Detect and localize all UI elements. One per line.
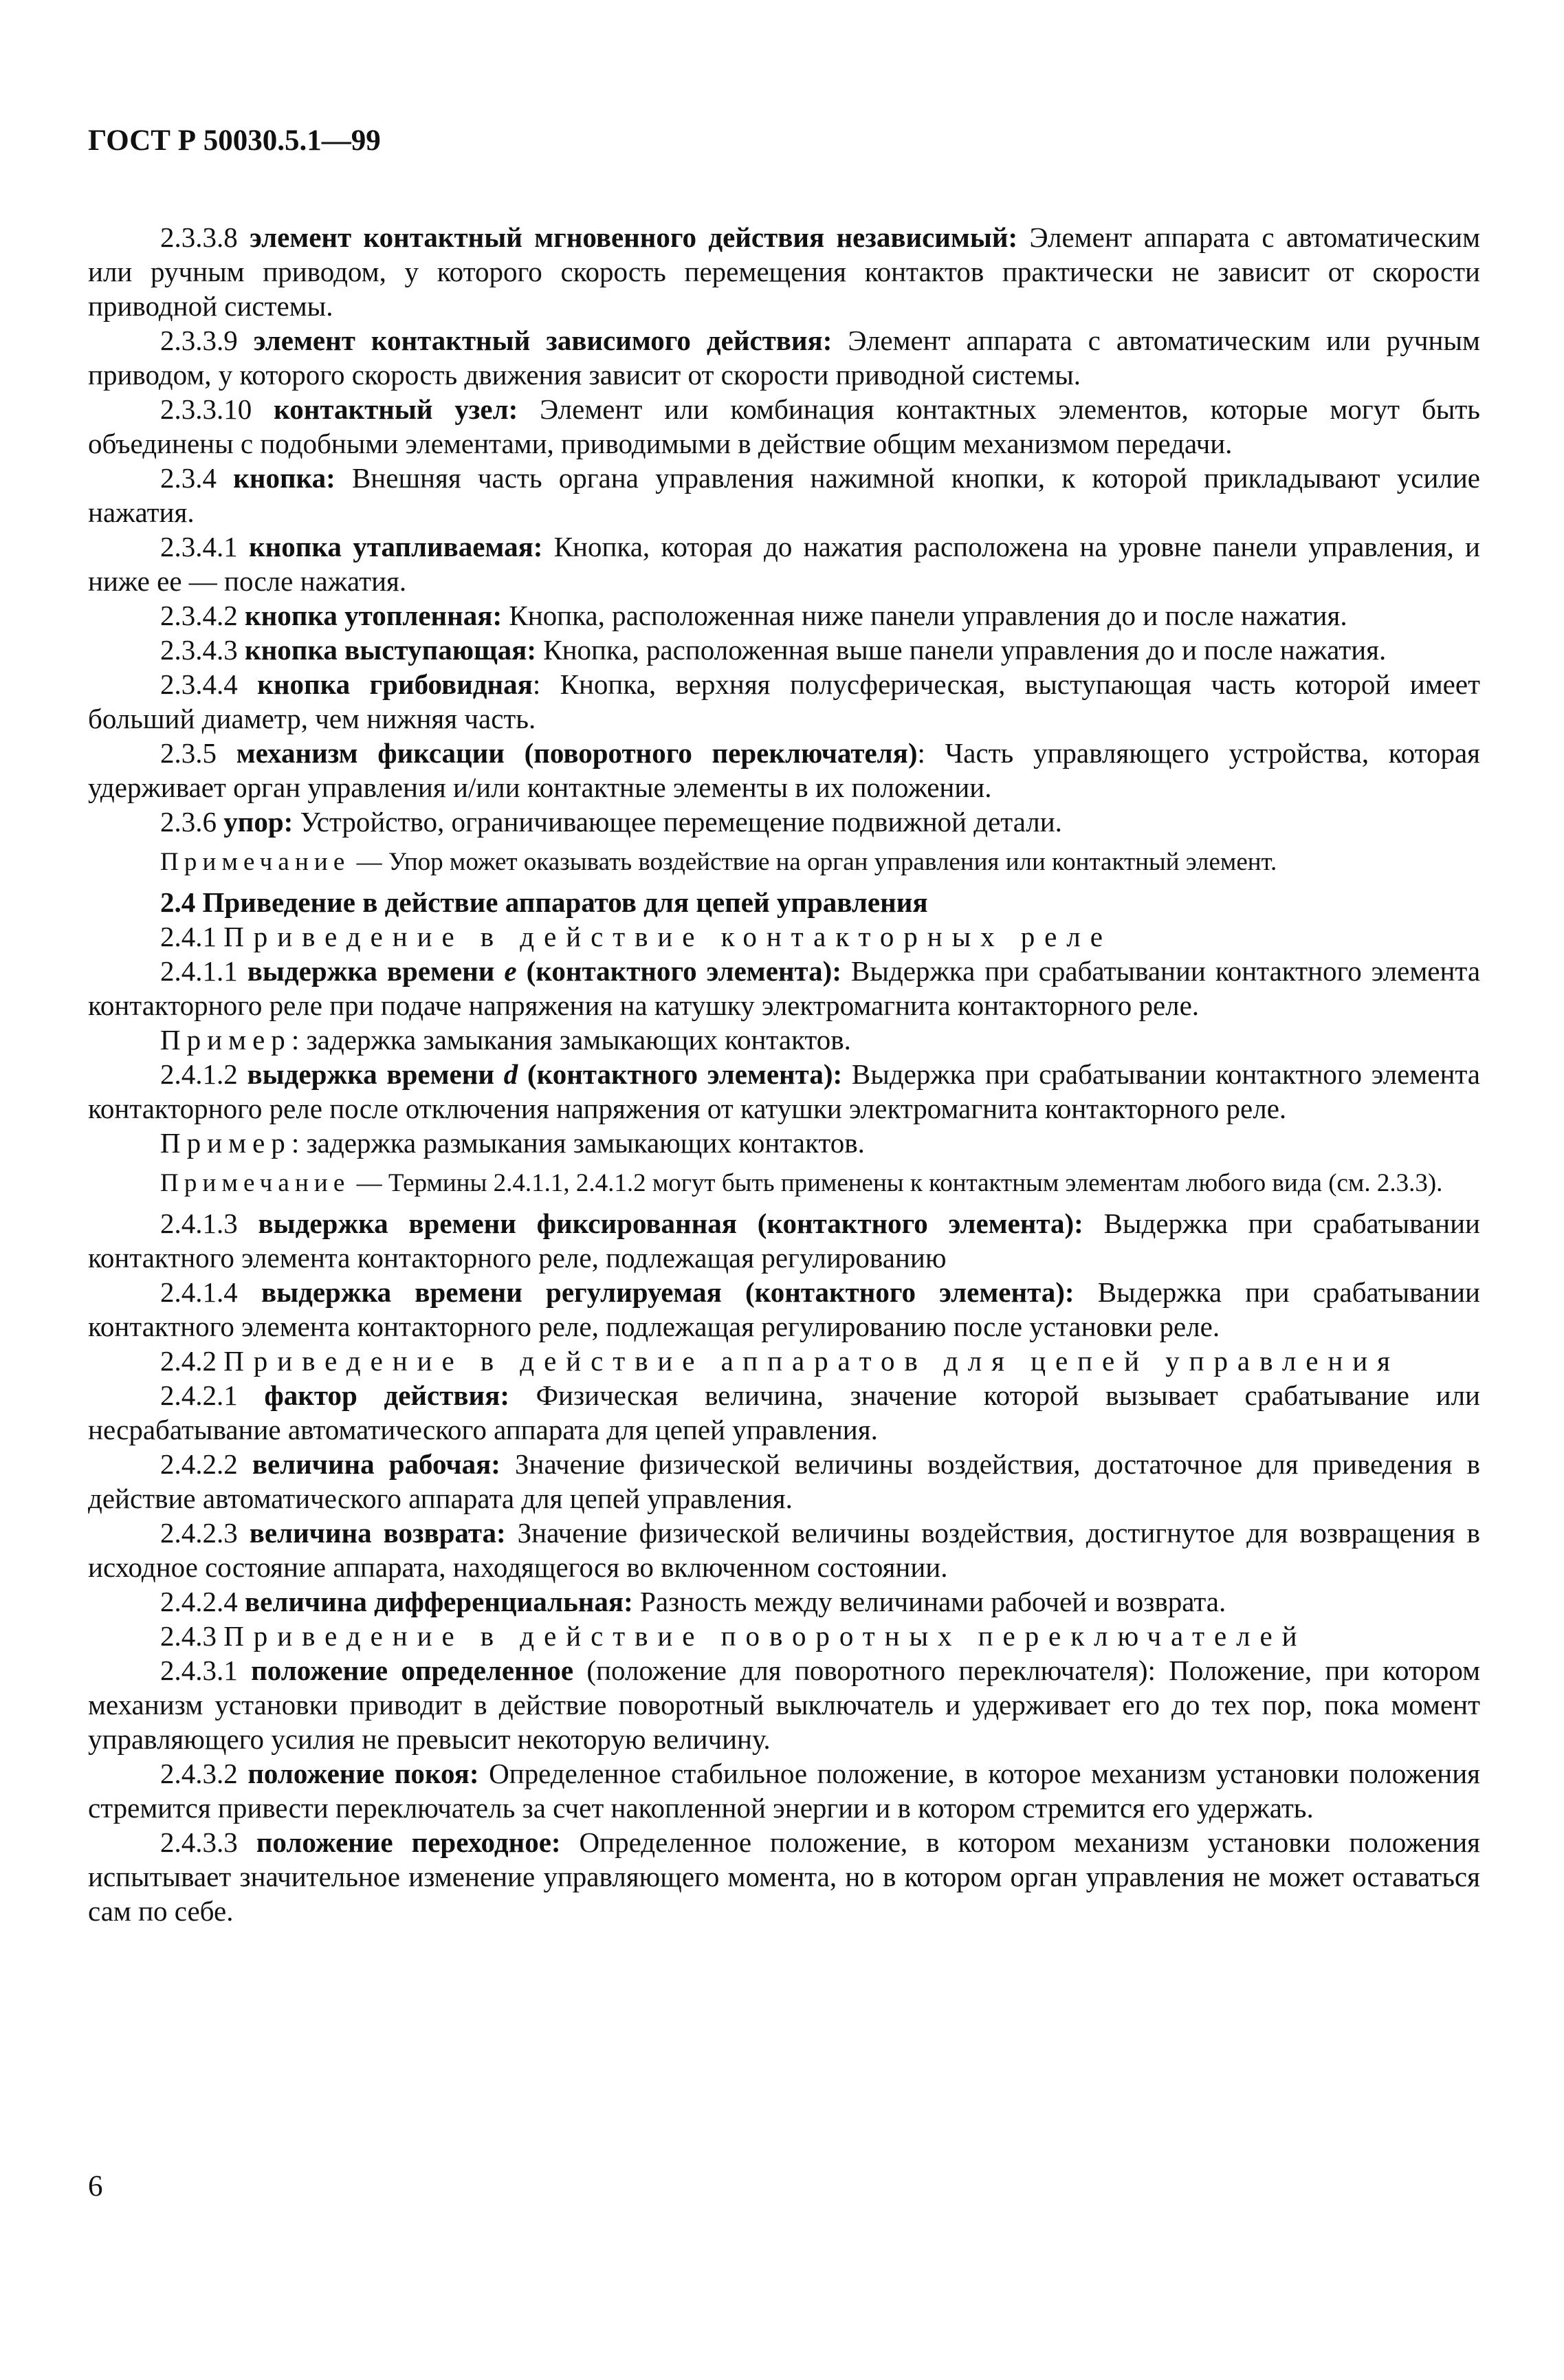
term: контактный узел: <box>274 393 518 425</box>
definition: Определенное положение, в котором механизм установки положения испытывает значительное изменение управляющего момента, но в котором орган управления не может оставаться сам по себе. <box>88 1826 1480 1927</box>
subsection-title: Приведение в действие поворотных переключателей <box>223 1620 1307 1652</box>
clause-number: 2.3.3.9 <box>160 325 254 356</box>
page-number: 6 <box>88 2170 103 2203</box>
definition: Кнопка, расположенная ниже панели управления до и после нажатия. <box>502 600 1347 631</box>
definition: : Часть управляющего устройства, которая удерживает орган управления и/или контактные элементы в их положении. <box>88 737 1480 803</box>
clause-2-3-4 <box>88 461 1480 530</box>
clause-number: 2.3.6 <box>160 806 224 838</box>
clause-number: 2.3.5 <box>160 737 236 769</box>
clause-2-4-3-2 <box>88 1756 1480 1825</box>
clause-number: 2.4.2.3 <box>160 1517 250 1549</box>
definition: Кнопка, расположенная выше панели управления до и после нажатия. <box>536 634 1387 666</box>
definition: Элемент аппарата с автоматическим или ручным приводом, у которого скорость перемещения контактов практически не зависит от скорости приводной системы. <box>88 221 1481 322</box>
term: кнопка утапливаемая: <box>249 531 543 563</box>
term: кнопка выступающая: <box>245 634 536 666</box>
clause-2-3-4-2 <box>88 598 1480 633</box>
clause-number: 2.4.1.2 <box>160 1058 247 1090</box>
clause-number: 2.4.2.1 <box>160 1379 265 1411</box>
clause-2-4-3-3 <box>88 1825 1480 1928</box>
definition: Разность между величинами рабочей и возврата. <box>632 1586 1226 1617</box>
term: элемент контактный мгновенного действия независимый: <box>250 221 1018 253</box>
clause-number: 2.3.4.3 <box>160 634 245 666</box>
definition: Устройство, ограничивающее перемещение подвижной детали. <box>293 806 1062 838</box>
example-2 <box>88 1126 1480 1160</box>
term: фактор действия: <box>264 1379 509 1411</box>
term-variable: e <box>504 955 517 987</box>
clause-number: 2.4.2.2 <box>160 1448 252 1480</box>
clause-number: 2.3.3.10 <box>160 393 274 425</box>
clause-2-3-3-10 <box>88 392 1480 461</box>
term <box>247 1058 843 1090</box>
clause-number: 2.3.3.8 <box>160 221 250 253</box>
clause-2-3-6 <box>88 805 1480 839</box>
subsection-number: 2.4.3 <box>160 1620 224 1652</box>
clause-2-4-1-1 <box>88 954 1480 1023</box>
term: кнопка грибовидная <box>257 668 533 700</box>
subsection-2-4-2-heading <box>88 1344 1480 1378</box>
clause-number: 2.4.3.1 <box>160 1655 252 1686</box>
definition: Значение физической величины воздействия, достаточное для приведения в действие автоматического аппарата для цепей управления. <box>88 1448 1480 1514</box>
term: выдержка времени регулируемая (контактного элемента): <box>261 1276 1075 1308</box>
note-stop <box>88 846 1480 878</box>
example-1 <box>88 1023 1480 1057</box>
term: элемент контактный зависимого действия: <box>253 325 833 356</box>
term: величина дифференциальная: <box>245 1586 633 1617</box>
document-body <box>88 220 1480 1928</box>
term: положение определенное <box>251 1655 574 1686</box>
clause-2-3-3-8 <box>88 220 1480 323</box>
term: положение покоя: <box>247 1758 479 1789</box>
subsection-title: Приведение в действие контакторных реле <box>223 921 1112 952</box>
section-2-4-heading: 2.4 Приведение в действие аппаратов для цепей управления <box>160 886 928 918</box>
definition: Выдержка при срабатывании контактного элемента контакторного реле, подлежащая регулированию <box>88 1208 1480 1274</box>
clause-number: 2.4.1.4 <box>160 1276 261 1308</box>
clause-2-4-1-3 <box>88 1206 1480 1275</box>
definition: Значение физической величины воздействия, достигнутое для возвращения в исходное состояние аппарата, находящегося во включенном состоянии. <box>88 1517 1481 1583</box>
clause-number: 2.4.3.3 <box>160 1826 256 1858</box>
term <box>247 955 841 987</box>
definition: Элемент аппарата с автоматическим или ручным приводом, у которого скорость движения зависит от скорости приводной системы. <box>88 325 1480 391</box>
subsection-2-4-3-heading <box>88 1619 1480 1653</box>
term: кнопка утопленная: <box>245 600 503 631</box>
term-part: выдержка времени <box>247 955 505 987</box>
term: кнопка: <box>233 462 335 494</box>
definition: Выдержка при срабатывании контактного элемента контакторного реле после отключения напряжения от катушки электромагнита контакторного реле. <box>88 1058 1480 1124</box>
example-text: : задержка размыкания замыкающих контактов. <box>291 1127 865 1159</box>
note-text: — Термины 2.4.1.1, 2.4.1.2 могут быть применены к контактным элементам любого вида (см. 2.3.3). <box>350 1169 1443 1197</box>
term: величина рабочая: <box>252 1448 500 1480</box>
definition: Физическая величина, значение которой вызывает срабатывание или несрабатывание автоматического аппарата для цепей управления. <box>88 1379 1480 1445</box>
clause-number: 2.3.4 <box>160 462 234 494</box>
term: упор: <box>223 806 294 838</box>
definition: Внешняя часть органа управления нажимной кнопки, к которой прикладывают усилие нажатия. <box>88 462 1481 528</box>
clause-2-3-3-9 <box>88 323 1480 392</box>
definition: Определенное стабильное положение, в которое механизм установки положения стремится привести переключатель за счет накопленной энергии и в котором стремится его удержать. <box>88 1758 1481 1824</box>
clause-2-3-5 <box>88 736 1480 805</box>
clause-number: 2.3.4.4 <box>160 668 258 700</box>
definition: Выдержка при срабатывании контактного элемента контакторного реле при подаче напряжения на катушку электромагнита контакторного реле. <box>88 955 1481 1021</box>
definition: Элемент или комбинация контактных элементов, которые могут быть объединены с подобными элементами, приводимыми в действие общим механизмом передачи. <box>88 393 1480 459</box>
term: механизм фиксации (поворотного переключателя) <box>236 737 918 769</box>
clause-number: 2.3.4.2 <box>160 600 245 631</box>
example-label: Пример <box>160 1024 291 1056</box>
clause-number: 2.4.1.3 <box>160 1208 258 1239</box>
definition: Кнопка, которая до нажатия расположена на уровне панели управления, и ниже ее — после нажатия. <box>88 531 1480 597</box>
page-header: ГОСТ Р 50030.5.1—99 <box>88 124 381 157</box>
clause-2-4-1-4 <box>88 1275 1480 1344</box>
clause-number: 2.4.1.1 <box>160 955 247 987</box>
note-label: Примечание <box>160 1169 351 1197</box>
definition: (положение для поворотного переключателя): Положение, при котором механизм установки приводит в действие поворотный выключатель и удерживает его до тех пор, пока момент управляющего усилия не превысит некоторую величину. <box>88 1655 1481 1755</box>
clause-2-4-2-2 <box>88 1447 1480 1516</box>
clause-2-4-1-2 <box>88 1057 1480 1126</box>
clause-2-3-4-1 <box>88 530 1480 598</box>
subsection-number: 2.4.1 <box>160 921 224 952</box>
subsection-2-4-1-heading <box>88 919 1480 954</box>
clause-2-3-4-3 <box>88 633 1480 667</box>
clause-2-4-2-4 <box>88 1584 1480 1619</box>
clause-number: 2.4.2.4 <box>160 1586 245 1617</box>
note-text: — Упор может оказывать воздействие на орган управления или контактный элемент. <box>350 848 1277 876</box>
example-label: Пример <box>160 1127 291 1159</box>
term-part: (контактного элемента): <box>516 955 841 987</box>
note-terms <box>88 1167 1480 1199</box>
term-part: (контактного элемента): <box>518 1058 843 1090</box>
term: величина возврата: <box>249 1517 506 1549</box>
clause-number: 2.3.4.1 <box>160 531 250 563</box>
example-text: : задержка замыкания замыкающих контактов. <box>291 1024 851 1056</box>
subsection-number: 2.4.2 <box>160 1345 224 1377</box>
clause-2-4-2-1 <box>88 1378 1480 1447</box>
term-variable: d <box>503 1058 518 1090</box>
clause-2-4-2-3 <box>88 1516 1480 1584</box>
term: положение переходное: <box>256 1826 561 1858</box>
definition: Выдержка при срабатывании контактного элемента контакторного реле, подлежащая регулированию после установки реле. <box>88 1276 1481 1342</box>
subsection-title: Приведение в действие аппаратов для цепей управления <box>223 1345 1400 1377</box>
clause-number: 2.4.3.2 <box>160 1758 248 1789</box>
clause-2-4-3-1 <box>88 1653 1480 1756</box>
clause-2-3-4-4 <box>88 667 1480 736</box>
definition: : Кнопка, верхняя полусферическая, выступающая часть которой имеет больший диаметр, чем нижняя часть. <box>88 668 1480 734</box>
note-label: Примечание <box>160 848 351 876</box>
term: выдержка времени фиксированная (контактного элемента): <box>258 1208 1083 1239</box>
term-part: выдержка времени <box>247 1058 504 1090</box>
